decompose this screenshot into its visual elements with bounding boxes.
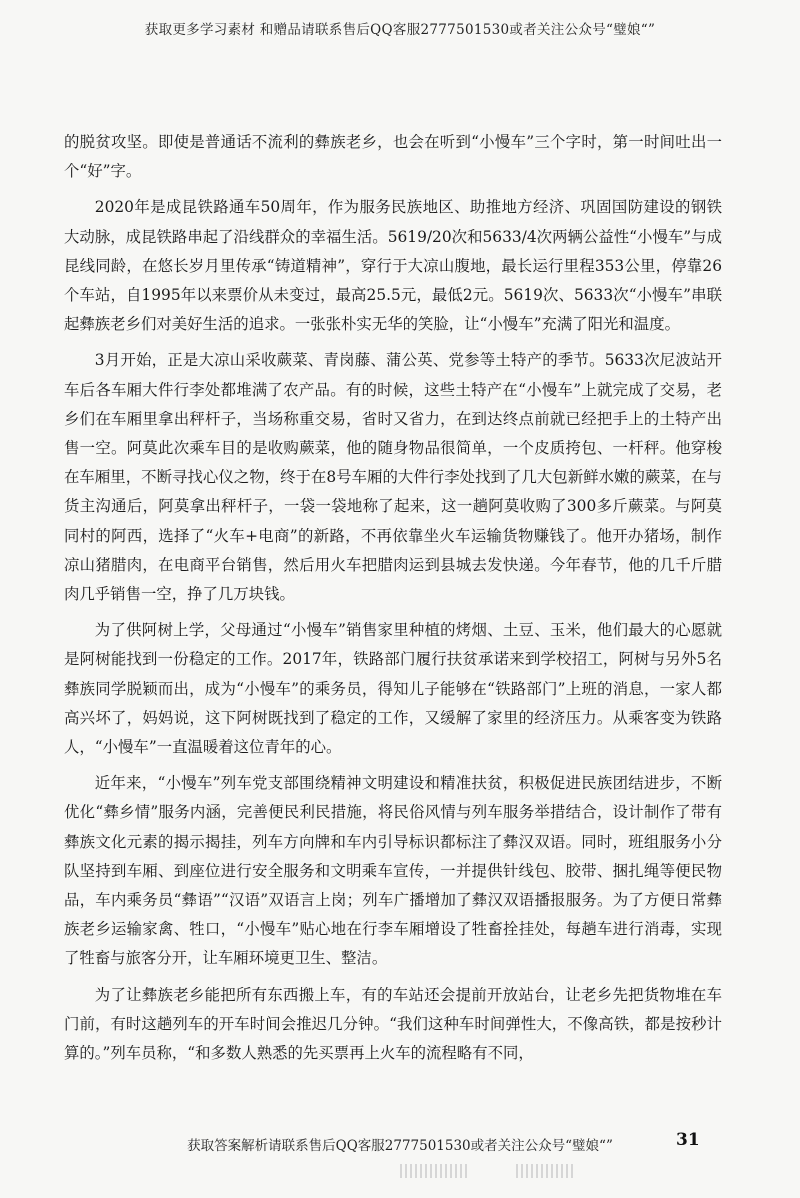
article-body [64, 128, 722, 1075]
paragraph-6: 为了让彝族老乡能把所有东西搬上车，有的车站还会提前开放站台，让老乡先把货物堆在车门前，有时这趟列车的开车时间会推迟几分钟。“我们这种车时间弹性大，不像高铁，都是按秒计算的。”列车员称，“和多数人熟悉的先买票再上火车的流程略有不同， [64, 985, 722, 1063]
paragraph-1: 的脱贫攻坚。即使是普通话不流利的彝族老乡，也会在听到“小慢车”三个字时，第一时间吐出一个“好”字。 [64, 133, 722, 181]
paragraph-5: 近年来，“小慢车”列车党支部围绕精神文明建设和精准扶贫，积极促进民族团结进步，不断优化“彝乡情”服务内涵，完善便民利民措施，将民俗风情与列车服务举措结合，设计制作了带有彝族文化元素的揭示揭挂，列车方向牌和车内引导标识都标注了彝汉双语。同时，班组服务小分队坚持到车厢、到座位进行安全服务和文明乘车宣传，一并提供针线包、胶带、捆扎绳等便民物品，车内乘务员“彝语”“汉语”双语言上岗；列车广播增加了彝汉双语播报服务。为了方便日常彝族老乡运输家禽、牲口，“小慢车”贴心地在行李车厢增设了牲畜拴挂处，每趟车进行消毒，实现了牲畜与旅客分开，让车厢环境更卫生、整洁。 [64, 774, 722, 968]
page-number: 31 [676, 1130, 700, 1150]
scan-smudge [516, 1164, 576, 1178]
paragraph-4: 为了供阿树上学，父母通过“小慢车”销售家里种植的烤烟、土豆、玉米，他们最大的心愿就是阿树能找到一份稳定的工作。2017年，铁路部门履行扶贫承诺来到学校招工，阿树与另外5名彝族同学脱颖而出，成为“小慢车”的乘务员，得知儿子能够在“铁路部门”上班的消息，一家人都高兴坏了，妈妈说，这下阿树既找到了稳定的工作，又缓解了家里的经济压力。从乘客变为铁路人，“小慢车”一直温暖着这位青年的心。 [64, 621, 722, 757]
paragraph-2: 2020年是成昆铁路通车50周年，作为服务民族地区、助推地方经济、巩固国防建设的钢铁大动脉，成昆铁路串起了沿线群众的幸福生活。5619/20次和5633/4次两辆公益性“小慢车”与成昆线同龄，在悠长岁月里传承“铸道精神”，穿行于大凉山腹地，最长运行里程353公里，停靠26个车站，自1995年以来票价从未变过，最高25.5元，最低2元。5619次、5633次“小慢车”串联起彝族老乡们对美好生活的追求。一张张朴实无华的笑脸，让“小慢车”充满了阳光和温度。 [64, 198, 722, 334]
footer-watermark: 获取答案解析请联系售后QQ客服2777501530或者关注公众号“璧娘“” [187, 1138, 613, 1154]
scan-smudge [400, 1164, 470, 1178]
paragraph-3: 3月开始，正是大凉山采收蕨菜、青岗藤、蒲公英、党参等土特产的季节。5633次尼波站开车后各车厢大件行李处都堆满了农产品。有的时候，这些土特产在“小慢车”上就完成了交易，老乡们在车厢里拿出秤杆子，当场称重交易，省时又省力，在到达终点前就已经把手上的土特产出售一空。阿莫此次乘车目的是收购蕨菜，他的随身物品很简单，一个皮质挎包、一杆秤。他穿梭在车厢里，不断寻找心仪之物，终于在8号车厢的大件行李处找到了几大包新鲜水嫩的蕨菜，在与货主沟通后，阿莫拿出秤杆子，一袋一袋地称了起来，这一趟阿莫收购了300多斤蕨菜。与阿莫同村的阿西，选择了“火车+电商”的新路，不再依靠坐火车运输货物赚钱了。他开办猪场，制作凉山猪腊肉，在电商平台销售，然后用火车把腊肉运到县城去发快递。今年春节，他的几千斤腊肉几乎销售一空，挣了几万块钱。 [64, 351, 722, 604]
header-watermark: 获取更多学习素材 和赠品请联系售后QQ客服2777501530或者关注公众号“璧娘“” [144, 22, 656, 38]
